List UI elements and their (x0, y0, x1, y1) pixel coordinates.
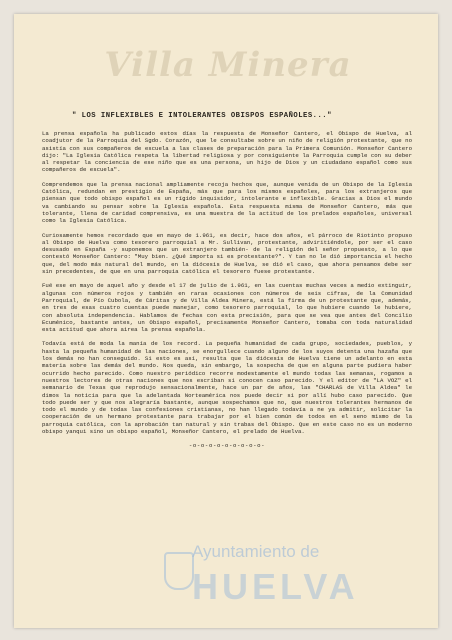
watermark-line-2: HUELVA (192, 566, 359, 607)
article-title: " LOS INFLEXIBLES E INTOLERANTES OBISPOS ESPAÑOLES..." (72, 112, 332, 120)
coat-of-arms-icon (164, 552, 194, 590)
document-page (14, 14, 438, 628)
watermark-line-1: Ayuntamiento de (192, 542, 320, 561)
end-separator: -o-o-o-o-o-o-o-o-o- (188, 442, 266, 450)
masthead-watermark (48, 40, 408, 90)
article (42, 112, 412, 449)
masthead-text: Villa Minera (104, 45, 352, 85)
paragraph-1: La prensa española ha publicado estos días la respuesta de Monseñor Cantero, el Obispo de Huelva, al coadjutor de la Parroquia del Sgdo. Corazón, que le consultabe sobre un niño de religión protestante, que no asistía con sus compañeros de escuela a las clases de preparación para la Primera Comunión. Monseñor Cantero dijo: "La Iglesia Católica respeta la libertad religiosa y por consiguiente la Parroquia cumple con su deber al respetar la conciencia de ese niño que es una persona, un hijo de Dios y un ciudadano español como sus compañeros de escuela". (42, 130, 412, 174)
paragraph-4: Fué ese en mayo de aquel año y desde el 17 de julio de 1.961, en las cuentas muchas veces a medio extinguir, algunas con números rojos y también en raras ocasiones con números de seis cifras, de la Comunidad Parroquial, de Pío Cubola, de Cáritas y de Villa Aldea Minera, está la firma de un protestante que, además, en tres de esas cuatro cuentas puede manejar, como tesorero parroquial, lo que hubiere cuando le hubiere, con absoluta independencia. Hablamos de fechas con esta precisión, para que se vea que antes del Concilio Ecuménico, bastante antes, un Obispo español, precisamente Monseñor Cantero, tomaba con toda naturalidad esta actitud que ahora airea la prensa española. (42, 282, 412, 334)
paragraph-2: Comprendemos que la prensa nacional ampliamente recoja hechos que, aunque venida de un Obispo de la Iglesia Católica, redundan en prestigio de España, más que para los mismos españoles, para los extranjeros que piensan que todo obispo español es un rígido inquisidor, intolerante e inflexible. Gracias a Dios el mundo va cambiando su pensar sobre la Iglesia española. Esta respuesta misma de Monseñor Cantero, más que tolerante, llena de caridad comprensiva, es una muestra de la actitud de los prelados españoles, universal como la Iglesia Católica. (42, 180, 412, 225)
paragraph-3: Curiosamente hemos recordado que en mayo de 1.961, es decir, hace dos años, el párroco de Riotinto propuso al Obispo de Huelva como tesorero parroquial a Mr. Sullivan, protestante, adviritiéndole, por ser el caso desusado en España -y suponemos que un extranjero también- de la religión del señor propuesto, a lo que contestó Monseñor Cantero: "Muy bien. ¿Qué importa si es protestante?". Y tan no le dió importancia el hecho que, del modo más natural del mundo, en la diócesis de Huelva, se dió el caso, que ahora pensamos debe ser sin precedentes, de que en una parroquia católica el tesorero fuese protestante. (42, 231, 412, 276)
archive-watermark (164, 536, 414, 622)
paragraph-5: Todavía está de moda la manía de los record. La pequeña humanidad de cada grupo, sociedades, pueblos, y hasta la pequeña humanidad de las naciones, se enorgullece cuando alguno de los suyos detenta una hazaña que los demás no han conseguido. Si esto es así, resulta que la diócesis de Huelva tiene un adelanto en esta materia sobre las demás del mundo. Nos queda, sin embargo, la sospecha de que en alguna parte pudiera haber ocurrido hecho parecido. Como nuestro periódico recorre modestamente el mundo todas las semanas, rogamos a nuestros lectores de otras naciones que nos escriban si conocen caso parecido. Y el editor de "LA VOZ" el semanario de Texas que reprodujo sensacionalmente, hace un par de años, las "CHARLAS de Villa Aldea" le dimos la noticia para que la adelantada Norteamérica nos puede decir si por allí hubo caso parecido. Que todo puede ser y que nos alegraría bastante, aunque sospechamos que no, que nuestros tolerantes hermanos de todo el mundo y de todas las confesiones cristianas, no han llegado todavía a ne ya admitir, solicitar la cooperación de un hermano protestante para trabajar por el bien común de todos en el seno mismo de la parroquia católica, con la aprobación tan natural y sin trabas del Obispo. Que en este caso no es un moderno obispo yanqui sino un obispo español, Monseñor Cantero, el prelado de Huelva. (42, 340, 412, 435)
